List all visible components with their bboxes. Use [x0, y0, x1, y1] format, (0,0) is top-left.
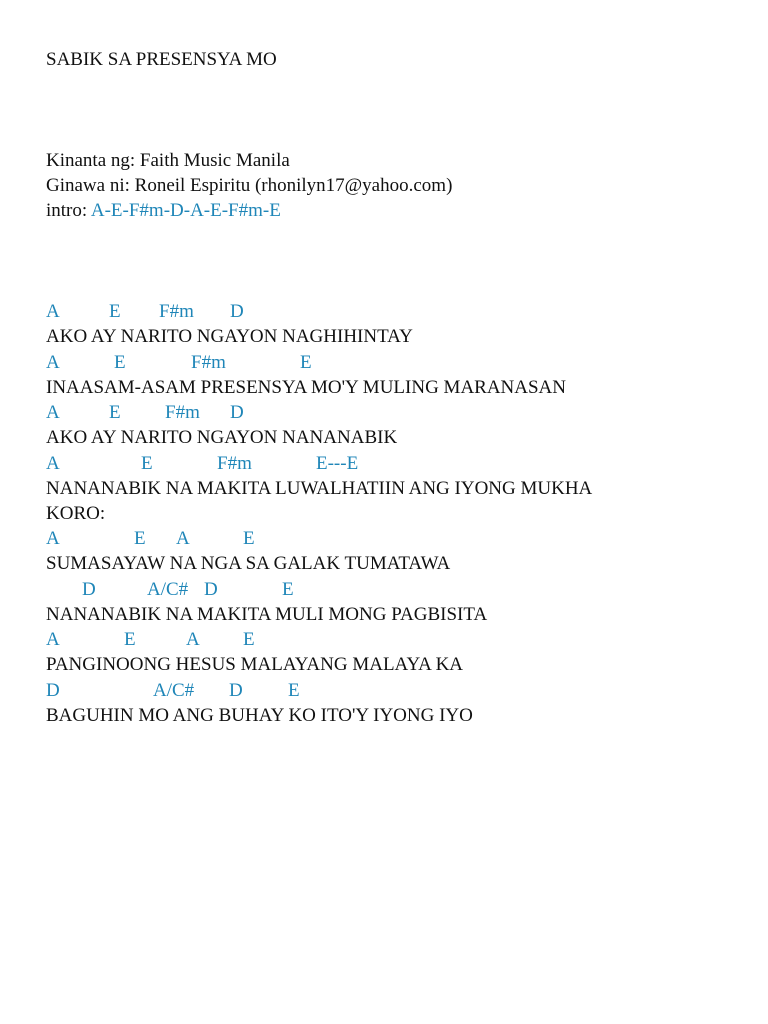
chord: E	[141, 453, 153, 474]
chord: E	[124, 629, 136, 650]
chord: F#m	[159, 301, 194, 322]
intro-line	[46, 199, 281, 223]
chord: A/C#	[153, 680, 195, 701]
chord: E	[300, 352, 312, 373]
chorus-lyric-1: SUMASAYAW NA NGA SA GALAK TUMATAWA	[46, 553, 451, 574]
verse-lyric-4: NANANABIK NA MAKITA LUWALHATIIN ANG IYONG MUKHA	[46, 478, 593, 499]
chord: E	[243, 528, 255, 549]
chorus-chords-3	[46, 628, 726, 652]
intro-label: intro:	[46, 200, 91, 221]
chorus-lyric-2: NANANABIK NA MAKITA MULI MONG PAGBISITA	[46, 604, 488, 625]
sung-by-line: Kinanta ng: Faith Music Manila	[46, 150, 290, 171]
chord: E	[109, 301, 121, 322]
chord: E	[114, 352, 126, 373]
chorus-label: KORO:	[46, 503, 106, 524]
chord: A	[46, 528, 60, 549]
verse-chords-2	[46, 351, 726, 375]
chorus-lyric-4: BAGUHIN MO ANG BUHAY KO ITO'Y IYONG IYO	[46, 705, 473, 726]
chord: D	[82, 579, 96, 600]
chord: F#m	[165, 402, 200, 423]
chord: A	[46, 453, 60, 474]
chord: A	[46, 402, 60, 423]
chord: E	[134, 528, 146, 549]
chord: A	[176, 528, 190, 549]
chord: A	[186, 629, 200, 650]
chord: A	[46, 352, 60, 373]
chord: A/C#	[147, 579, 189, 600]
verse-lyric-3: AKO AY NARITO NGAYON NANANABIK	[46, 427, 398, 448]
chord: D	[204, 579, 218, 600]
chord: E	[282, 579, 294, 600]
chord: E---E	[316, 453, 359, 474]
intro-chords: A-E-F#m-D-A-E-F#m-E	[90, 200, 281, 221]
chorus-chords-4	[46, 679, 726, 703]
chord: D	[230, 402, 244, 423]
chord: E	[243, 629, 255, 650]
verse-chords-4	[46, 452, 726, 476]
chorus-lyric-3: PANGINOONG HESUS MALAYANG MALAYA KA	[46, 654, 464, 675]
chord: E	[288, 680, 300, 701]
chord: A	[46, 629, 60, 650]
chord: F#m	[217, 453, 252, 474]
chord: D	[230, 301, 244, 322]
verse-chords-3	[46, 401, 726, 425]
chorus-chords-1	[46, 527, 726, 551]
chord: A	[46, 301, 60, 322]
verse-chords-1	[46, 300, 726, 324]
chorus-chords-2	[46, 578, 726, 602]
chord: D	[229, 680, 243, 701]
verse-lyric-2: INAASAM-ASAM PRESENSYA MO'Y MULING MARANASAN	[46, 377, 567, 398]
made-by-line: Ginawa ni: Roneil Espiritu (rhonilyn17@yahoo.com)	[46, 175, 453, 196]
chord: D	[46, 680, 60, 701]
chord: E	[109, 402, 121, 423]
song-title: SABIK SA PRESENSYA MO	[46, 49, 277, 70]
chord: F#m	[191, 352, 226, 373]
verse-lyric-1: AKO AY NARITO NGAYON NAGHIHINTAY	[46, 326, 413, 347]
